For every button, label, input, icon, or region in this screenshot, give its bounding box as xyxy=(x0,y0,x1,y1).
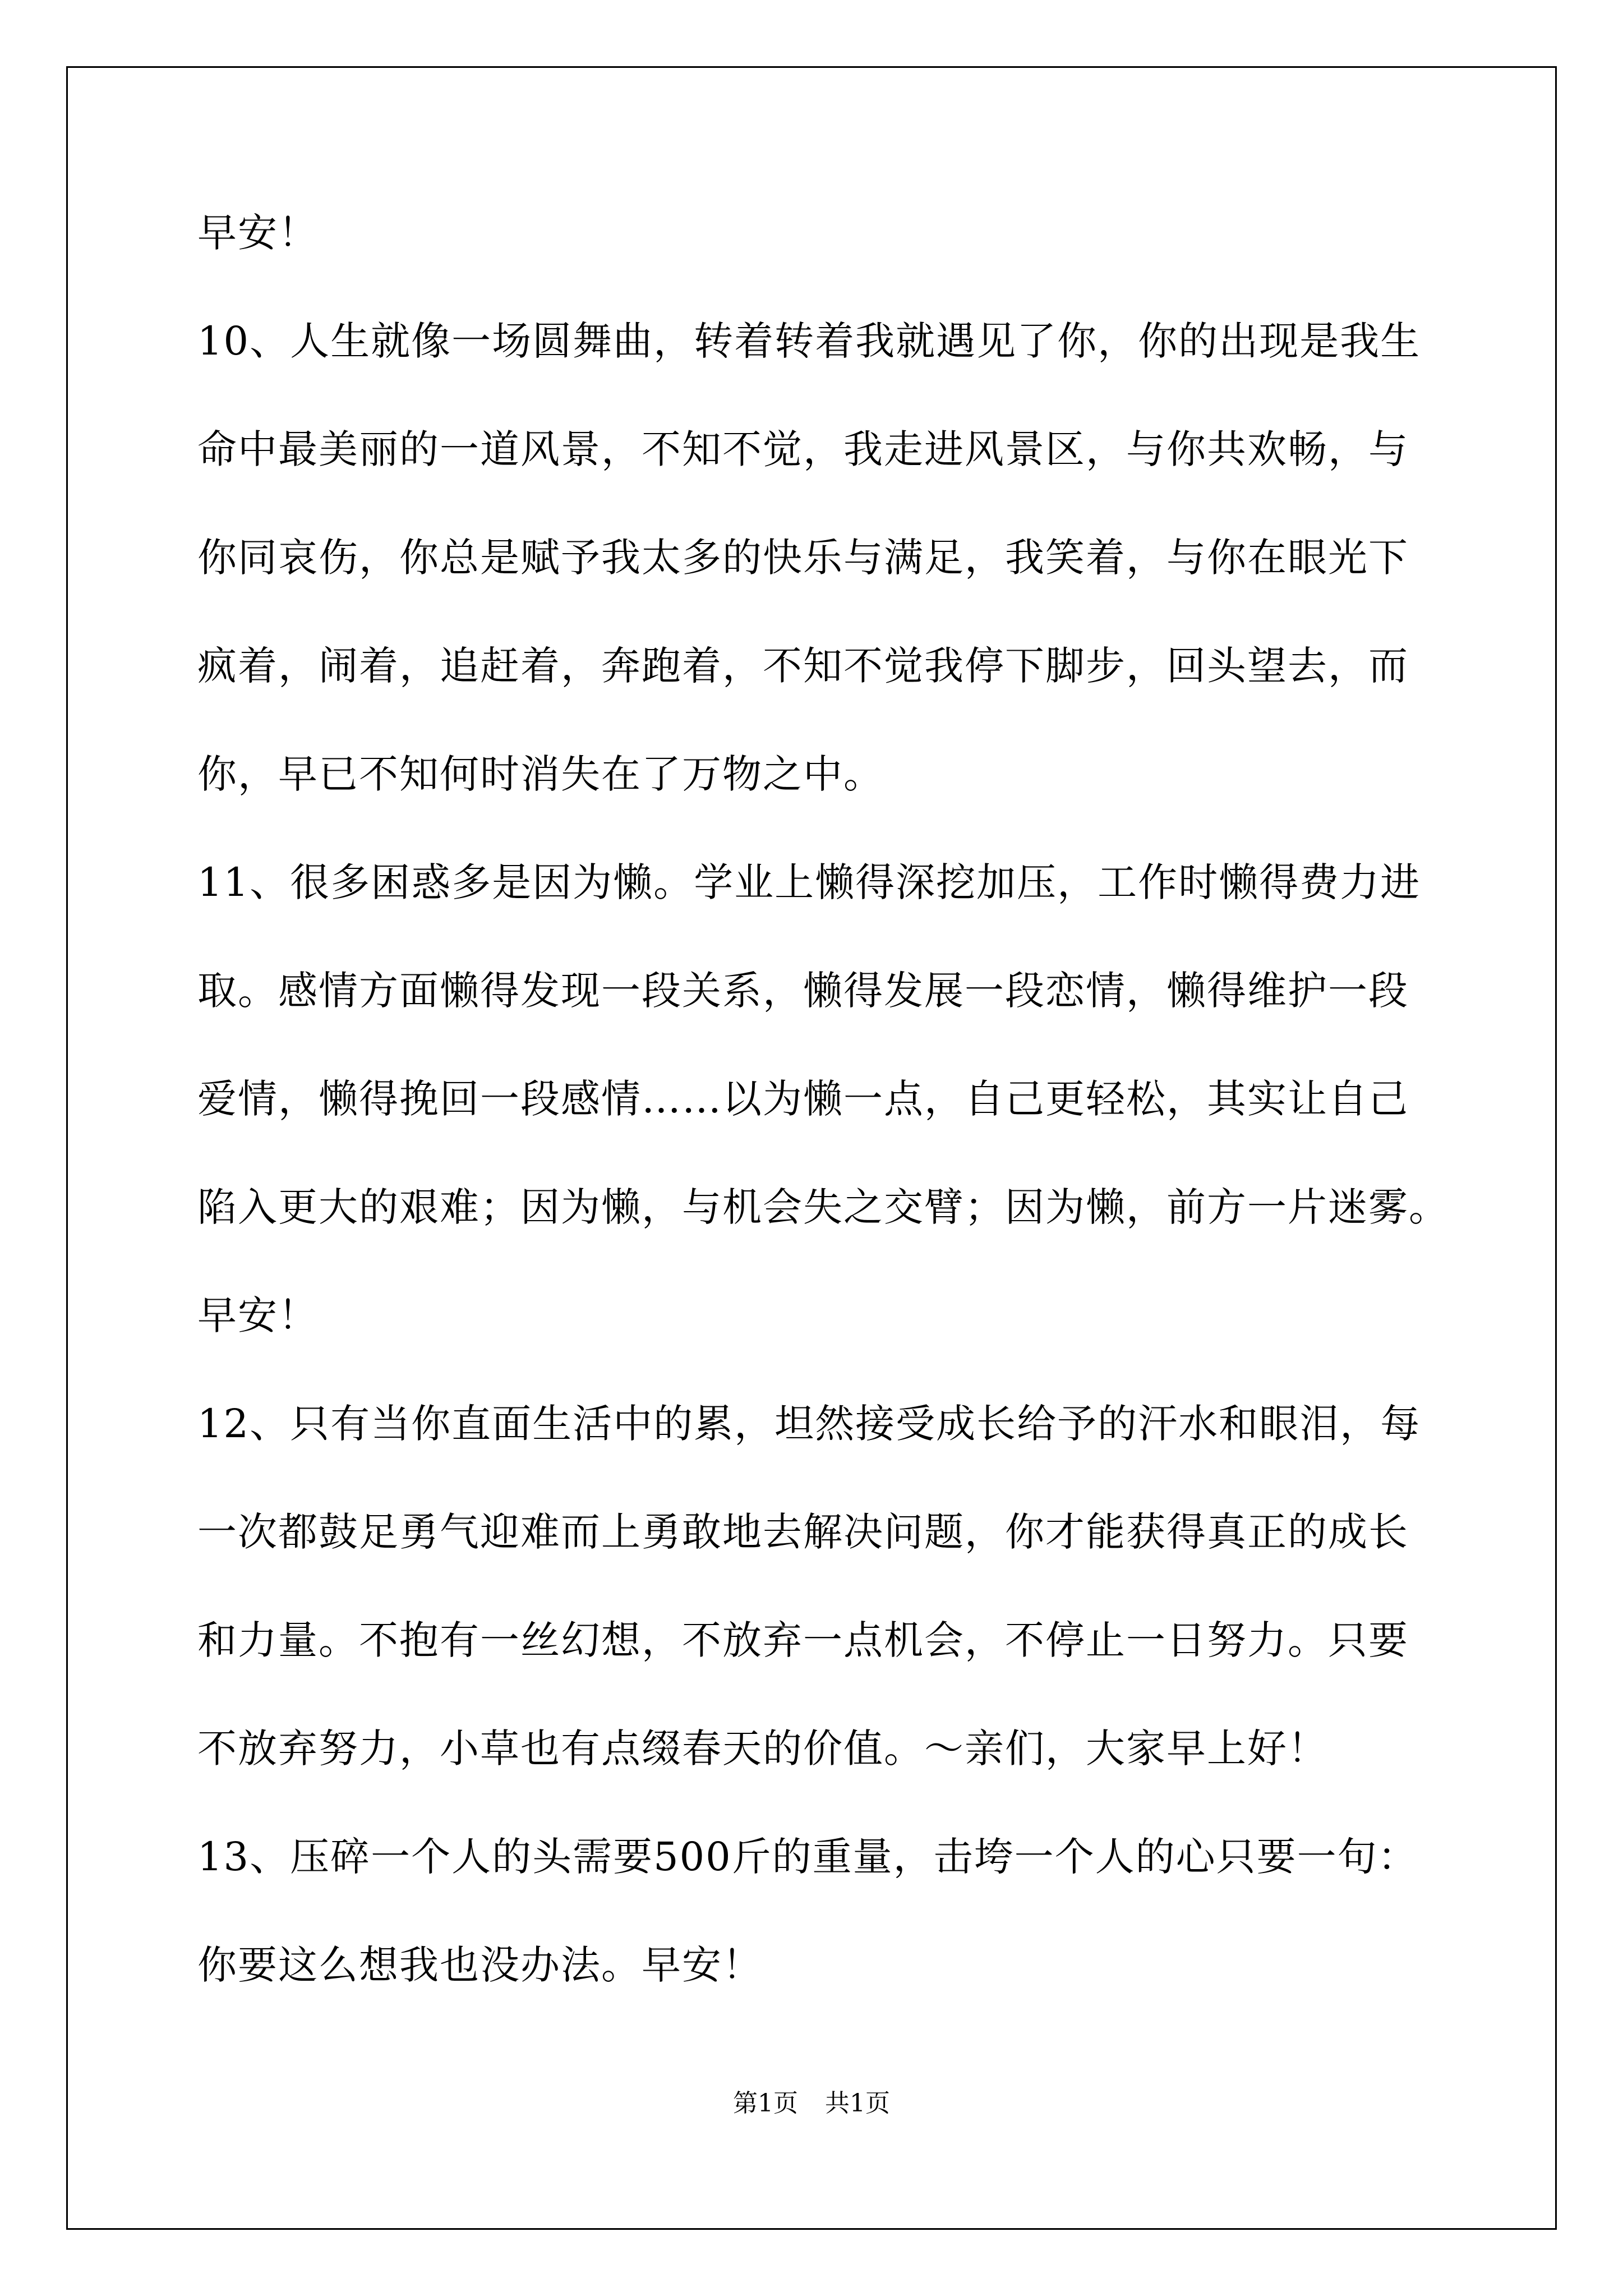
text-line: 10、人生就像一场圆舞曲，转着转着我就遇见了你，你的出现是我生 xyxy=(197,318,1421,364)
text-line: 一次都鼓足勇气迎难而上勇敢地去解决问题，你才能获得真正的成长 xyxy=(197,1509,1409,1555)
text-line: 你要这么想我也没办法。早安！ xyxy=(197,1942,763,1988)
text-line: 不放弃努力，小草也有点缀春天的价值。～亲们，大家早上好！ xyxy=(197,1726,1328,1772)
text-line: 命中最美丽的一道风景，不知不觉，我走进风景区，与你共欢畅，与 xyxy=(197,426,1409,472)
text-line: 陷入更大的艰难；因为懒，与机会失之交臂；因为懒，前方一片迷雾。 xyxy=(197,1184,1449,1230)
text-line: 早安！ xyxy=(197,1292,319,1338)
text-line: 12、只有当你直面生活中的累，坦然接受成长给予的汗水和眼泪，每 xyxy=(197,1401,1421,1447)
page-footer xyxy=(0,2090,1623,2118)
text-line: 和力量。不抱有一丝幻想，不放弃一点机会，不停止一日努力。只要 xyxy=(197,1617,1409,1663)
text-line: 11、很多困惑多是因为懒。学业上懒得深挖加压，工作时懒得费力进 xyxy=(197,859,1421,905)
text-line: 你同哀伤，你总是赋予我太多的快乐与满足，我笑着，与你在眼光下 xyxy=(197,535,1409,581)
text-line: 爱情，懒得挽回一段感情……以为懒一点，自己更轻松，其实让自己 xyxy=(197,1076,1409,1122)
text-line: 你，早已不知何时消失在了万物之中。 xyxy=(197,751,884,797)
text-line: 取。感情方面懒得发现一段关系，懒得发展一段恋情，懒得维护一段 xyxy=(197,968,1409,1014)
text-line: 疯着，闹着，追赶着，奔跑着，不知不觉我停下脚步，回头望去，而 xyxy=(197,643,1409,689)
document-body xyxy=(197,210,1449,2054)
text-line: 13、压碎一个人的头需要500斤的重量，击垮一个人的心只要一句： xyxy=(197,1834,1418,1880)
page-number: 第1页 xyxy=(733,2089,798,2118)
text-line: 早安！ xyxy=(197,210,319,256)
page-total: 共1页 xyxy=(825,2089,890,2118)
